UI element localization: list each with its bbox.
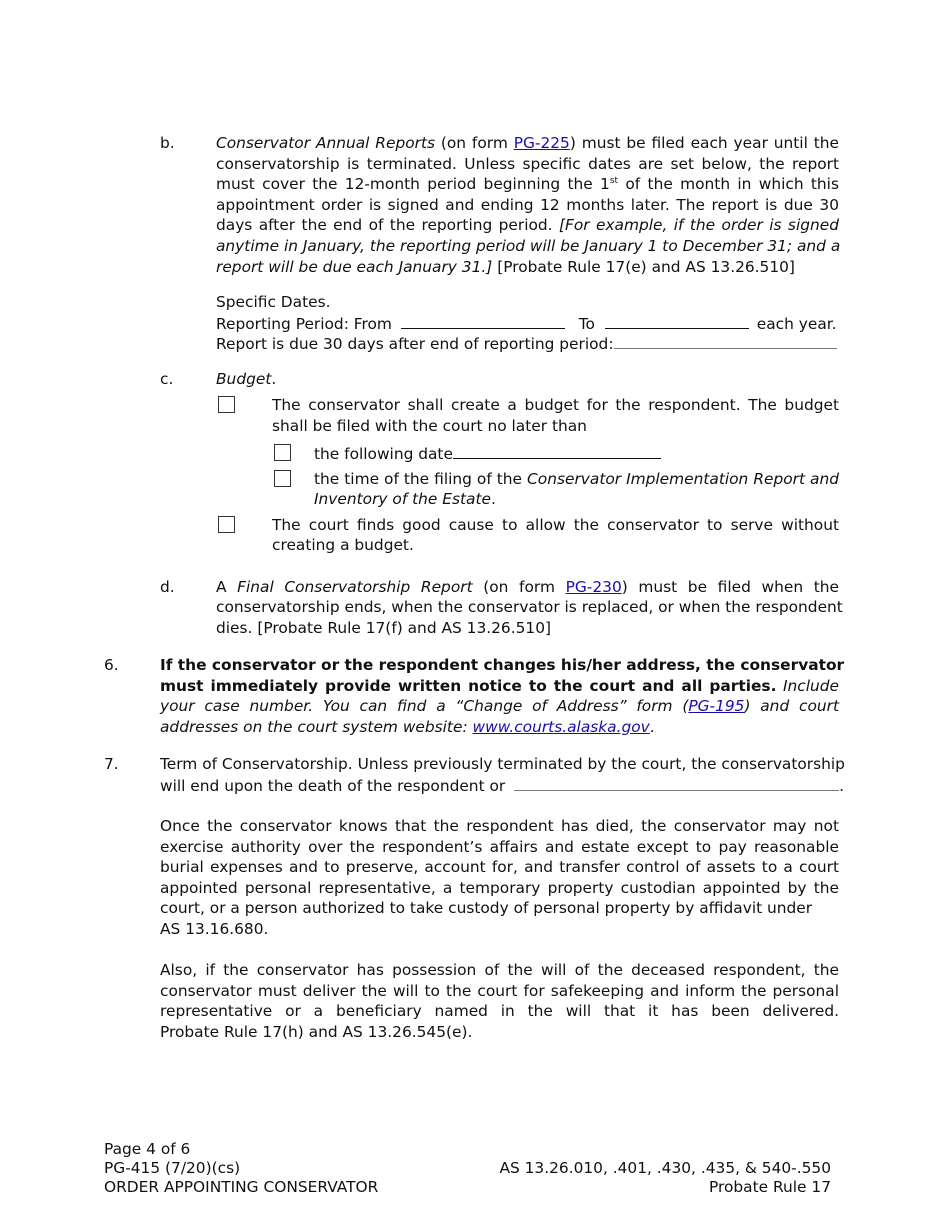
item-b-line-4: appointment order is signed and ending 12 months later. The report is due 30 (216, 196, 839, 214)
pg-195-link[interactable]: PG-195 (688, 697, 745, 715)
item-d-line-1: A Final Conservatorship Report (on form PG-230) must be filed when the (216, 578, 839, 596)
no-budget-checkbox[interactable] (218, 516, 235, 533)
item-7-line-1: Term of Conservatorship. Unless previously terminated by the court, the conservatorship (160, 755, 845, 773)
implementation-report-line-2: Inventory of the Estate. (314, 490, 496, 508)
budget-option-2-line-1: The court finds good cause to allow the conservator to serve without (272, 516, 839, 534)
item-7-p2-line-1: Once the conservator knows that the respondent has died, the conservator may not (160, 817, 839, 835)
specific-dates-label: Specific Dates. (216, 293, 331, 311)
pg-225-link[interactable]: PG-225 (513, 134, 570, 152)
item-6-line-2: must immediately provide written notice to the court and all parties. Include (160, 677, 839, 695)
item-7-p3-line-1: Also, if the conservator has possession of the will of the deceased respondent, the (160, 961, 839, 979)
item-b-line-5: days after the end of the reporting period. [For example, if the order is signed (216, 216, 839, 234)
item-b-marker: b. (160, 134, 175, 152)
following-date-field[interactable] (453, 444, 661, 459)
reporting-period-row: Reporting Period: From To each year. (216, 315, 837, 333)
item-b-line-1: Conservator Annual Reports (on form PG-225) must be filed each year until the (216, 134, 839, 152)
item-7-p2-line-2: exercise authority over the respondent’s affairs and estate except to pay reasonable (160, 838, 839, 856)
reporting-to-field[interactable] (605, 314, 749, 329)
item-b-line-7: report will be due each January 31.] [Probate Rule 17(e) and AS 13.26.510] (216, 258, 795, 276)
item-b-line-3: must cover the 12-month period beginning the 1st of the month in which this (216, 175, 839, 193)
item-7-p3-line-4: Probate Rule 17(h) and AS 13.26.545(e). (160, 1023, 473, 1041)
courts-website-link[interactable]: www.courts.alaska.gov (472, 718, 650, 736)
budget-heading: Budget. (216, 370, 277, 388)
item-7-p3-line-3: representative or a beneficiary named in the will that it has been delivered. (160, 1002, 839, 1020)
report-due-row: Report is due 30 days after end of reporting period: (216, 334, 837, 353)
item-b-title: Conservator Annual Reports (216, 134, 436, 152)
footer-statutes: AS 13.26.010, .401, .430, .435, & 540-.550 (499, 1159, 831, 1177)
item-d-marker: d. (160, 578, 175, 596)
footer-form-title: ORDER APPOINTING CONSERVATOR (104, 1178, 379, 1196)
item-7-p2-line-6: AS 13.16.680. (160, 920, 269, 938)
reporting-from-field[interactable] (401, 314, 565, 329)
following-date-checkbox[interactable] (274, 444, 291, 461)
budget-option-2-line-2: creating a budget. (272, 536, 414, 554)
footer-rule: Probate Rule 17 (709, 1178, 831, 1196)
pg-230-link[interactable]: PG-230 (565, 578, 622, 596)
budget-option-1-line-2: shall be filed with the court no later than (272, 417, 587, 435)
item-6-line-1: If the conservator or the respondent changes his/her address, the conservator (160, 656, 845, 674)
item-7-p2-line-5: court, or a person authorized to take custody of personal property by affidavit under (160, 899, 813, 917)
item-7-p3-line-2: conservator must deliver the will to the court for safekeeping and inform the personal (160, 982, 839, 1000)
item-7-line-2: will end upon the death of the respondent or . (160, 777, 845, 795)
item-7-p2-line-3: burial expenses and to preserve, account for, and transfer control of assets to a court (160, 858, 839, 876)
footer-form-id: PG-415 (7/20)(cs) (104, 1159, 241, 1177)
item-6-marker: 6. (104, 656, 119, 674)
following-date-row: the following date (314, 444, 661, 463)
item-b-line-6: anytime in January, the reporting period will be January 1 to December 31; and a (216, 237, 841, 255)
item-c-marker: c. (160, 370, 174, 388)
budget-create-checkbox[interactable] (218, 396, 235, 413)
implementation-report-checkbox[interactable] (274, 470, 291, 487)
item-6-line-3: your case number. You can find a “Change of Address” form (PG-195) and court (160, 697, 839, 715)
item-b-line-2: conservatorship is terminated. Unless specific dates are set below, the report (216, 155, 839, 173)
term-end-field[interactable] (514, 776, 839, 791)
item-d-line-2: conservatorship ends, when the conservator is replaced, or when the respondent (216, 598, 843, 616)
report-due-field[interactable] (614, 334, 837, 349)
item-6-line-4: addresses on the court system website: www.courts.alaska.gov. (160, 718, 655, 736)
budget-option-1-line-1: The conservator shall create a budget for the respondent. The budget (272, 396, 839, 414)
item-7-p2-line-4: appointed personal representative, a temporary property custodian appointed by the (160, 879, 839, 897)
item-d-line-3: dies. [Probate Rule 17(f) and AS 13.26.510] (216, 619, 552, 637)
item-7-marker: 7. (104, 755, 119, 773)
implementation-report-line-1: the time of the filing of the Conservator Implementation Report and (314, 470, 839, 488)
footer-page-number: Page 4 of 6 (104, 1140, 191, 1158)
